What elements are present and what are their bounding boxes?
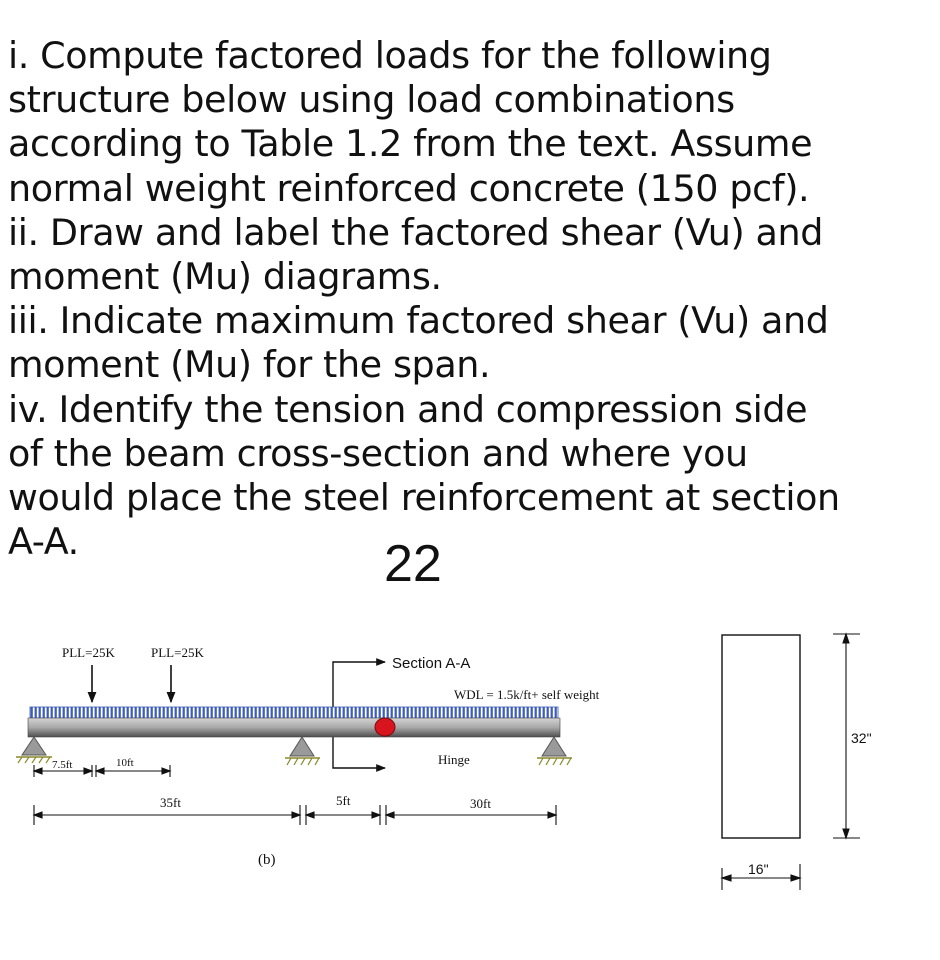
dim-35ft-label: 35ft	[160, 795, 181, 810]
problem-statement	[8, 34, 933, 564]
section-width-label: 16"	[748, 861, 769, 877]
right-support	[537, 737, 572, 765]
hinge-label: Hinge	[438, 752, 470, 767]
problem-line: normal weight reinforced concrete (150 pcf).	[8, 166, 810, 210]
problem-line: A-A.	[8, 520, 79, 564]
dim-5ft	[306, 805, 380, 825]
problem-line: ii. Draw and label the factored shear (Vu) and	[8, 210, 823, 254]
beam	[28, 718, 560, 737]
beam-diagram	[0, 600, 940, 900]
hinge	[375, 718, 395, 736]
figure-label: (b)	[258, 852, 276, 868]
problem-line: would place the steel reinforcement at section	[8, 476, 840, 520]
section-cut-line-lower	[333, 740, 385, 768]
problem-line: of the beam cross-section and where you	[8, 431, 748, 475]
dim-10ft-label: 10ft	[116, 757, 134, 769]
left-support	[16, 737, 52, 763]
problem-line: iii. Indicate maximum factored shear (Vu) and	[8, 299, 829, 343]
problem-line: iv. Identify the tension and compression side	[8, 387, 808, 431]
dim-5ft-label: 5ft	[336, 793, 351, 808]
point-load-1-label: PLL=25K	[62, 645, 115, 660]
section-label: Section A-A	[392, 655, 471, 672]
problem-line: according to Table 1.2 from the text. Assume	[8, 122, 813, 166]
distributed-load	[30, 707, 558, 718]
dim-7-5ft-label: 7.5ft	[52, 759, 73, 771]
point-load-2-label: PLL=25K	[151, 645, 204, 660]
section-height-label: 32"	[851, 730, 872, 746]
problem-line: moment (Mu) diagrams.	[8, 255, 442, 299]
distributed-load-label: WDL = 1.5k/ft+ self weight	[454, 687, 600, 702]
problem-line: structure below using load combinations	[8, 78, 735, 122]
beam-cross-section	[722, 635, 800, 838]
middle-support	[285, 737, 320, 765]
page-number: 22	[384, 535, 442, 593]
problem-line: i. Compute factored loads for the following	[8, 34, 772, 77]
dim-30ft-label: 30ft	[470, 796, 491, 811]
problem-line: moment (Mu) for the span.	[8, 343, 491, 387]
